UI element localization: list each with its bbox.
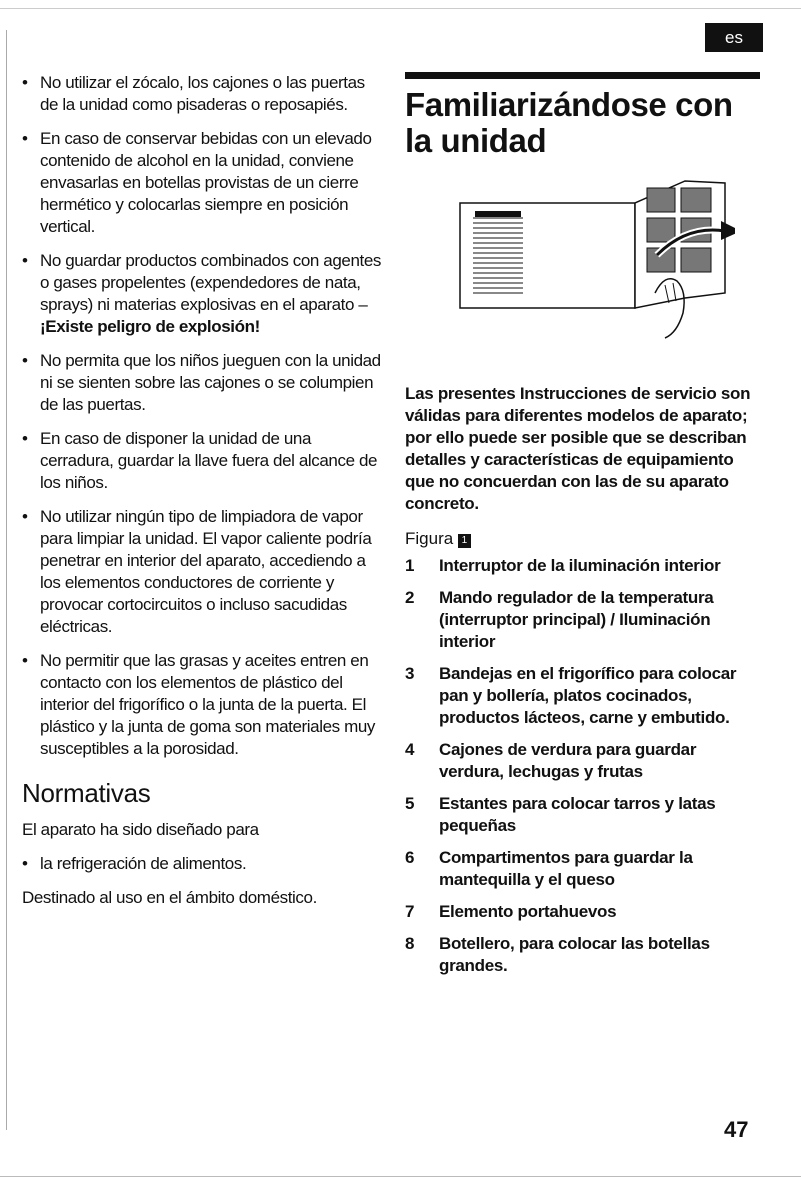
list-item: 1 Interruptor de la iluminación interior — [405, 556, 721, 575]
normativas-heading: Normativas — [22, 778, 151, 808]
normativas-closing: Destinado al uso en el ámbito doméstico. — [22, 888, 317, 907]
page-number: 47 — [724, 1117, 749, 1142]
list-item: • la refrigeración de alimentos. — [22, 853, 382, 875]
bottom-rule — [0, 1176, 801, 1177]
safety-list — [22, 72, 382, 760]
top-rule — [0, 8, 801, 9]
language-badge: es — [705, 23, 763, 52]
normativas-list — [22, 853, 382, 875]
list-item: • En caso de disponer la unidad de una cerradura, guardar la llave fuera del alcance de los niños. — [22, 428, 382, 494]
list-item: 4 Cajones de verdura para guardar verdura, lechugas y frutas — [405, 740, 697, 781]
left-column — [22, 72, 382, 921]
list-item: • No guardar productos combinados con agentes o gases propelentes (expendedores de nata, sprays) ni materias explosivas en el aparato – ¡Existe peligro de explosión! — [22, 250, 382, 338]
intro-text: Las presentes Instrucciones de servicio son válidas para diferentes modelos de aparato; por ello puede ser posible que se describan detalles y características de equipamiento que no concuerdan con las de su aparato concreto. — [405, 384, 751, 513]
page-title: Familiarizándose con la unidad — [405, 86, 733, 159]
list-item: • No permita que los niños jueguen con la unidad ni se sienten sobre las cajones o se columpien de las puertas. — [22, 350, 382, 416]
manual-illustration — [425, 173, 735, 373]
list-item: • No utilizar ningún tipo de limpiadora de vapor para limpiar la unidad. El vapor caliente podría penetrar en interior del aparato, accediendo a los elementos conductores de corriente y provocar cortocircuitos o incluso sacudidas eléctricas. — [22, 506, 382, 638]
explosion-warning: ¡Existe peligro de explosión! — [40, 317, 260, 336]
list-item: • En caso de conservar bebidas con un elevado contenido de alcohol en la unidad, conviene envasarlas en botellas provistas de un cierre hermético y colocarlas siempre en posición vertical. — [22, 128, 382, 238]
heading-rule — [405, 72, 760, 79]
list-item: • No permitir que las grasas y aceites entren en contacto con los elementos de plástico del interior del frigorífico o la junta de la puerta. El plástico y la junta de goma son materiales muy susceptibles a la porosidad. — [22, 650, 382, 760]
list-item: 2 Mando regulador de la temperatura (interruptor principal) / Iluminación interior — [405, 588, 714, 651]
manual-illustration-svg — [425, 173, 735, 373]
list-item: 7 Elemento portahuevos — [405, 902, 617, 921]
right-column — [405, 72, 760, 987]
margin-line — [6, 30, 7, 1130]
normativas-intro: El aparato ha sido diseñado para — [22, 820, 259, 839]
list-item: 8 Botellero, para colocar las botellas grandes. — [405, 934, 710, 975]
list-item: 3 Bandejas en el frigorífico para colocar pan y bollería, platos cocinados, productos lácteos, carne y embutido. — [405, 664, 737, 727]
component-list — [405, 555, 760, 977]
figure-label: Figura 1 — [405, 529, 760, 549]
list-item: 5 Estantes para colocar tarros y latas pequeñas — [405, 794, 716, 835]
list-item: • No utilizar el zócalo, los cajones o las puertas de la unidad como pisaderas o reposapiés. — [22, 72, 382, 116]
figure-number-badge: 1 — [458, 534, 471, 548]
list-item: 6 Compartimentos para guardar la mantequilla y el queso — [405, 848, 693, 889]
